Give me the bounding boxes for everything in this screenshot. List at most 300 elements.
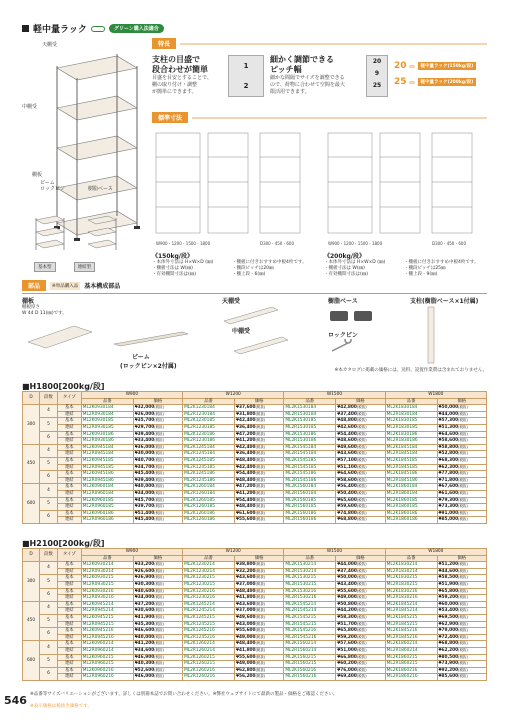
note-200-line: ・棚板寸法は W(㎜) <box>324 266 365 271</box>
price-cell: ¥43,000(税抜) <box>234 621 283 628</box>
feature-2-body-l1: 細かな間隔でサイズを調整できる <box>270 75 345 81</box>
part-code: ML2K1560184 <box>284 484 336 491</box>
price-cell: ¥52,800(税抜) <box>437 451 486 458</box>
price-cell: ¥40,600(税抜) <box>133 588 182 595</box>
mid-support-icon <box>232 335 292 357</box>
price-cell: ¥52,600(税抜) <box>133 667 182 674</box>
part-lockpin <box>328 330 358 361</box>
price-cell: ¥62,200(税抜) <box>437 647 486 654</box>
price-cell: ¥50,800(税抜) <box>336 601 385 608</box>
part-code: ML2R1830214 <box>385 568 437 575</box>
price-cell: ¥34,000(税抜) <box>133 490 182 497</box>
price-cell: ¥29,700(税抜) <box>133 424 182 431</box>
part-code: ML2R1845216 <box>385 634 437 641</box>
table-row <box>23 608 487 615</box>
price-cell: ¥32,200(税抜) <box>234 568 283 575</box>
price-table-h1800 <box>22 391 487 524</box>
price-cell: ¥55,600(税抜) <box>234 517 283 524</box>
price-cell: ¥65,800(税抜) <box>437 588 486 595</box>
part-code: ML2K1845184 <box>385 444 437 451</box>
part-code: ML2K1245185 <box>183 457 235 464</box>
part-code: ML2K1830214 <box>385 562 437 569</box>
type-cell: 基本 <box>57 575 81 582</box>
feature-2-title-l1: 細かく調節できる <box>270 55 334 64</box>
part-code: ML2R1260185 <box>183 504 235 511</box>
note-200-line: ・有効棚間寸法は(㎜) <box>324 272 369 277</box>
table-row <box>23 477 487 484</box>
price-cell: ¥37,400(税抜) <box>336 568 385 575</box>
part-code: ML2K1530216 <box>284 588 336 595</box>
part-code: ML2K1530214 <box>284 562 336 569</box>
price-cell: ¥46,600(税抜) <box>133 628 182 635</box>
price-cell: ¥73,900(税抜) <box>437 661 486 668</box>
table-row <box>23 654 487 661</box>
price-cell: ¥48,400(税抜) <box>234 477 283 484</box>
feature-2-title-l2: ピッチ幅 <box>270 65 302 74</box>
price-cell: ¥80,500(税抜) <box>437 654 486 661</box>
price-cell: ¥32,000(税抜) <box>133 405 182 412</box>
price-cell: ¥47,200(税抜) <box>234 431 283 438</box>
price-cell: ¥65,600(税抜) <box>336 497 385 504</box>
part-code: ML2R1230215 <box>183 581 235 588</box>
price-cell: ¥41,800(税抜) <box>234 647 283 654</box>
pitch-20-label: 軽中量ラック(150kg/段) <box>418 62 477 70</box>
part-code: ML2R1230214 <box>183 568 235 575</box>
part-code: ML2R1245184 <box>183 451 235 458</box>
part-code: ML2K1830216 <box>385 588 437 595</box>
price-cell: ¥51,400(税抜) <box>133 510 182 517</box>
price-cell: ¥37,600(税抜) <box>234 405 283 412</box>
part-code: ML2K0945214 <box>81 601 133 608</box>
feature-2-body-l2: ので、荷物に合わせて空間を最大 <box>270 82 345 88</box>
part-code: ML2R1845186 <box>385 477 437 484</box>
price-cell: ¥36,900(税抜) <box>133 575 182 582</box>
part-code: ML2R1560216 <box>284 674 336 681</box>
table-row <box>23 490 487 497</box>
part-code: ML2R1230216 <box>183 595 235 602</box>
pitch-20-value: 20 <box>394 61 407 71</box>
sub-code: 品番 <box>284 555 336 562</box>
table-row <box>23 464 487 471</box>
sub-price: 価格 <box>234 555 283 562</box>
part-code: ML2R1245216 <box>183 634 235 641</box>
part-code: ML2R0930186 <box>81 438 133 445</box>
price-cell: ¥49,600(税抜) <box>234 614 283 621</box>
part-code: ML2K0930215 <box>81 575 133 582</box>
dim-150-widths: W900・1200・1500・1800 <box>156 241 211 246</box>
price-cell: ¥41,200(税抜) <box>234 438 283 445</box>
price-cell: ¥45,400(税抜) <box>133 517 182 524</box>
type-cell: 基本 <box>57 614 81 621</box>
part-code: ML2R0945185 <box>81 464 133 471</box>
part-code: ML2K1230215 <box>183 575 235 582</box>
price-table-h2100 <box>22 548 487 681</box>
type-cell: 連結 <box>57 490 81 497</box>
price-cell: ¥77,800(税抜) <box>437 471 486 478</box>
part-code: ML2K1230184 <box>183 405 235 412</box>
type-cell: 連結 <box>57 621 81 628</box>
price-cell: ¥37,200(税抜) <box>133 601 182 608</box>
table-row <box>23 568 487 575</box>
part-code: ML2R1845184 <box>385 451 437 458</box>
price-cell: ¥48,400(税抜) <box>234 457 283 464</box>
note-150-title: 《150kg/段》 <box>152 253 194 260</box>
type-cell: 基本 <box>57 431 81 438</box>
part-code: ML2R0945186 <box>81 477 133 484</box>
type-cell: 連結 <box>57 477 81 484</box>
part-code: ML2R0930214 <box>81 568 133 575</box>
steps-cell: 6 <box>40 510 58 523</box>
type-cell: 連結 <box>57 647 81 654</box>
price-cell: ¥50,000(税抜) <box>336 575 385 582</box>
standard-dims-section <box>152 112 487 278</box>
price-cell: ¥48,600(税抜) <box>336 438 385 445</box>
steps-cell: 4 <box>40 484 58 497</box>
price-cell: ¥37,000(税抜) <box>234 581 283 588</box>
price-cell: ¥45,400(税抜) <box>133 471 182 478</box>
part-code: ML2K1245214 <box>183 601 235 608</box>
price-cell: ¥38,800(税抜) <box>234 562 283 569</box>
part-code: ML2R1530215 <box>284 581 336 588</box>
part-code: ML2K1245215 <box>183 614 235 621</box>
part-code: ML2R1860186 <box>385 517 437 524</box>
price-cell: ¥26,600(税抜) <box>133 568 182 575</box>
part-code: ML2K1860216 <box>385 667 437 674</box>
sub-price: 価格 <box>133 555 182 562</box>
price-cell: ¥49,000(税抜) <box>234 661 283 668</box>
steps-cell: 4 <box>40 444 58 457</box>
col-width: W1500 <box>284 392 385 399</box>
note-150-line: ・本体外寸法は H×W×D (㎜) <box>152 260 214 265</box>
part-code: ML2R1530184 <box>284 411 336 418</box>
label-lockpin: ロックピン <box>40 186 65 192</box>
part-code: ML2R1245215 <box>183 621 235 628</box>
price-cell: ¥58,600(税抜) <box>437 438 486 445</box>
part-code: ML2R1845214 <box>385 608 437 615</box>
part-code: ML2R1545186 <box>284 477 336 484</box>
type-cell: 基本 <box>57 641 81 648</box>
depth-cell: 300 <box>23 405 40 445</box>
price-cell: ¥40,700(税抜) <box>133 457 182 464</box>
features-rule <box>180 43 487 45</box>
sub-code: 品番 <box>183 555 235 562</box>
part-code: ML2R1530214 <box>284 568 336 575</box>
feature-2 <box>270 55 360 97</box>
green-purchase-icon <box>91 26 105 32</box>
part-code: ML2R0930185 <box>81 424 133 431</box>
part-code: ML2K1860214 <box>385 641 437 648</box>
sub-code: 品番 <box>385 555 437 562</box>
part-code: ML2R1245185 <box>183 464 235 471</box>
part-code: ML2K1560214 <box>284 641 336 648</box>
table-row <box>23 614 487 621</box>
part-code: ML2R1230186 <box>183 438 235 445</box>
page-header <box>22 22 164 35</box>
table-row <box>23 411 487 418</box>
resin-base-icon <box>328 305 378 325</box>
part-code: ML2R1260214 <box>183 647 235 654</box>
part-code: ML2R1830185 <box>385 424 437 431</box>
price-cell: ¥42,600(税抜) <box>336 424 385 431</box>
price-cell: ¥57,100(税抜) <box>336 457 385 464</box>
label-mid-shelf-support: 中棚受 <box>22 104 38 110</box>
part-code: ML2K1560186 <box>284 510 336 517</box>
part-code: ML2R1860214 <box>385 647 437 654</box>
part-code: ML2R1830186 <box>385 438 437 445</box>
price-cell: ¥69,400(税抜) <box>336 674 385 681</box>
dim-drawings <box>152 127 487 249</box>
price-cell: ¥49,600(税抜) <box>336 444 385 451</box>
part-code: ML2K0930186 <box>81 431 133 438</box>
price-cell: ¥34,000(税抜) <box>133 595 182 602</box>
type-cell: 連結 <box>57 438 81 445</box>
part-code: ML2R0945214 <box>81 608 133 615</box>
price-cell: ¥34,600(税抜) <box>133 647 182 654</box>
part-shelf-note: 棚板厚さ <box>22 305 40 310</box>
standard-tag: 標準寸法 <box>152 112 188 123</box>
price-cell: ¥48,400(税抜) <box>234 641 283 648</box>
dim-drawing-200 <box>324 127 484 249</box>
type-cell: 基本 <box>57 484 81 491</box>
note-150-line: ・棚段ピッチは20㎜ <box>232 266 274 271</box>
price-cell: ¥39,400(税抜) <box>133 477 182 484</box>
part-code: ML2K0945216 <box>81 628 133 635</box>
sub-code: 品番 <box>385 398 437 405</box>
part-beam-name: ビーム <box>132 354 150 361</box>
standard-rule <box>192 117 487 119</box>
part-code: ML2R1245186 <box>183 477 235 484</box>
part-code: ML2K1545184 <box>284 444 336 451</box>
pitch-20-unit: ㎜ <box>409 63 415 70</box>
part-code: ML2K0960215 <box>81 654 133 661</box>
col-steps: 段数 <box>40 549 58 562</box>
part-code: ML2K1845216 <box>385 628 437 635</box>
feature-1-body-l2: 棚の取り付け・調整 <box>152 82 198 88</box>
table-row <box>23 661 487 668</box>
sub-code: 品番 <box>183 398 235 405</box>
price-cell: ¥44,200(税抜) <box>336 608 385 615</box>
dim-200-widths: W900・1200・1500・1800 <box>328 241 383 246</box>
type-cell: 連結 <box>57 517 81 524</box>
price-cell: ¥41,200(税抜) <box>133 641 182 648</box>
col-width: W1200 <box>183 549 284 556</box>
part-code: ML2K0945215 <box>81 614 133 621</box>
note-200-line: ・棚段ピッチは25㎜ <box>404 266 446 271</box>
part-code: ML2R1560215 <box>284 661 336 668</box>
price-cell: ¥60,200(税抜) <box>336 661 385 668</box>
type-cell: 基本 <box>57 497 81 504</box>
price-cell: ¥42,800(税抜) <box>336 405 385 412</box>
price-cell: ¥44,600(税抜) <box>437 568 486 575</box>
pitch-25-value: 25 <box>394 77 407 87</box>
part-code: ML2R1530185 <box>284 424 336 431</box>
feature-1-title-l1: 支柱の目盛で <box>152 55 200 64</box>
part-mid-support-name: 中棚受 <box>232 328 251 335</box>
parts-subtitle: 基本構成部品 <box>84 283 121 290</box>
price-cell: ¥79,300(税抜) <box>437 497 486 504</box>
price-cell: ¥65,800(税抜) <box>336 628 385 635</box>
part-code: ML2K0930185 <box>81 418 133 425</box>
price-cell: ¥41,200(税抜) <box>234 490 283 497</box>
type-cell: 連結 <box>57 634 81 641</box>
note-200-title: 《200kg/段》 <box>324 253 366 260</box>
label-top-shelf-support: 天棚受 <box>42 42 58 48</box>
depth-cell: 600 <box>23 641 40 681</box>
type-cell: 基本 <box>57 667 81 674</box>
label-beam: ビーム <box>40 180 55 186</box>
part-code: ML2K1845215 <box>385 614 437 621</box>
price-cell: ¥40,300(税抜) <box>133 661 182 668</box>
col-type: タイプ <box>57 392 81 405</box>
part-code: ML2K1230216 <box>183 588 235 595</box>
type-cell: 基本 <box>57 628 81 635</box>
part-code: ML2K1260184 <box>183 484 235 491</box>
depth-cell: 600 <box>23 484 40 524</box>
type-cell: 基本 <box>57 588 81 595</box>
type-cell: 連結 <box>57 674 81 681</box>
part-code: ML2R1545215 <box>284 621 336 628</box>
price-cell: ¥49,000(税抜) <box>336 595 385 602</box>
note-200-line: ・棚板に付きおすすめ中板4枚です。 <box>404 260 479 265</box>
page-number: 546 <box>4 694 27 707</box>
price-cell: ¥55,600(税抜) <box>234 654 283 661</box>
part-code: ML2R1545216 <box>284 634 336 641</box>
post-icon <box>410 305 450 365</box>
price-cell: ¥56,200(税抜) <box>234 674 283 681</box>
part-code: ML2R1860184 <box>385 490 437 497</box>
part-shelf-note: W 44 D 11(㎜)です。 <box>22 311 67 316</box>
part-code: ML2R1560185 <box>284 504 336 511</box>
price-cell: ¥51,700(税抜) <box>336 621 385 628</box>
note-200-line: ・棚上段 - 9(㎜) <box>404 272 438 277</box>
features-section <box>152 38 487 97</box>
part-code: ML2K1830184 <box>385 405 437 412</box>
steps-cell: 5 <box>40 497 58 510</box>
type-cell: 連結 <box>57 581 81 588</box>
table-row <box>23 497 487 504</box>
table-row <box>23 628 487 635</box>
price-cell: ¥68,800(税抜) <box>437 641 486 648</box>
part-code: ML2R0945216 <box>81 634 133 641</box>
part-code: ML2R1845185 <box>385 464 437 471</box>
part-code: ML2K1830185 <box>385 418 437 425</box>
price-cell: ¥56,400(税抜) <box>336 484 385 491</box>
part-code: ML2R1545184 <box>284 451 336 458</box>
type-cell: 基本 <box>57 510 81 517</box>
part-code: ML2R1545214 <box>284 608 336 615</box>
price-cell: ¥43,600(税抜) <box>234 575 283 582</box>
feature-1-title-l2: 段合わせが簡単 <box>152 65 208 74</box>
part-mid-support <box>232 326 292 361</box>
table-row <box>23 517 487 524</box>
steps-cell: 6 <box>40 588 58 601</box>
part-code: ML2R0960184 <box>81 490 133 497</box>
col-width: W1800 <box>385 392 486 399</box>
part-code: ML2K0945184 <box>81 444 133 451</box>
dim-150-depths: D300・450・600 <box>260 241 294 246</box>
price-cell: ¥54,400(税抜) <box>336 431 385 438</box>
price-cell: ¥51,100(税抜) <box>336 464 385 471</box>
price-cell: ¥36,400(税抜) <box>234 424 283 431</box>
price-cell: ¥62,900(税抜) <box>437 621 486 628</box>
part-code: ML2R1260184 <box>183 490 235 497</box>
type-cell: 連結 <box>57 411 81 418</box>
part-code: ML2R0930216 <box>81 595 133 602</box>
part-code: ML2K0945186 <box>81 471 133 478</box>
price-cell: ¥39,700(税抜) <box>133 504 182 511</box>
col-steps: 段数 <box>40 392 58 405</box>
part-code: ML2R1545185 <box>284 464 336 471</box>
price-cell: ¥55,600(税抜) <box>336 588 385 595</box>
type-cell: 連結 <box>57 608 81 615</box>
features-tag: 特長 <box>152 38 176 49</box>
part-code: ML2K1260186 <box>183 510 235 517</box>
part-code: ML2R1530216 <box>284 595 336 602</box>
steps-cell: 5 <box>40 575 58 588</box>
price-cell: ¥31,800(税抜) <box>234 411 283 418</box>
part-resin-base-name: 樹脂ベース <box>328 298 358 305</box>
part-code: ML2K1560216 <box>284 667 336 674</box>
part-code: ML2K1230185 <box>183 418 235 425</box>
price-cell: ¥61,600(税抜) <box>234 510 283 517</box>
table-row <box>23 595 487 602</box>
part-code: ML2R0960215 <box>81 661 133 668</box>
part-code: ML2R1845215 <box>385 621 437 628</box>
price-cell: ¥26,000(税抜) <box>133 411 182 418</box>
sub-code: 品番 <box>284 398 336 405</box>
price-cell: ¥44,000(税抜) <box>336 562 385 569</box>
price-cell: ¥92,200(税抜) <box>437 667 486 674</box>
table-row <box>23 424 487 431</box>
price-cell: ¥47,200(税抜) <box>234 484 283 491</box>
price-cell: ¥66,800(税抜) <box>336 654 385 661</box>
price-cell: ¥39,400(税抜) <box>133 431 182 438</box>
price-cell: ¥34,700(税抜) <box>133 464 182 471</box>
part-code: ML2K1260185 <box>183 497 235 504</box>
price-cell: ¥59,200(税抜) <box>437 595 486 602</box>
price-cell: ¥40,000(税抜) <box>133 484 182 491</box>
green-purchase-badge: グリーン購入法適合 <box>109 24 164 33</box>
table-row <box>23 581 487 588</box>
part-code: ML2R1860215 <box>385 661 437 668</box>
part-code: ML2R1560214 <box>284 647 336 654</box>
part-code: ML2R1260216 <box>183 674 235 681</box>
part-code: ML2K1845186 <box>385 471 437 478</box>
part-code: ML2K0960214 <box>81 641 133 648</box>
table-row <box>23 634 487 641</box>
col-width: W900 <box>81 392 182 399</box>
small-rack-thumbs <box>26 210 141 270</box>
part-code: ML2R0945215 <box>81 621 133 628</box>
table-row <box>23 431 487 438</box>
note-150 <box>152 251 312 278</box>
price-cell: ¥36,000(税抜) <box>133 444 182 451</box>
price-cell: ¥51,200(税抜) <box>437 562 486 569</box>
part-code: ML2K1530186 <box>284 431 336 438</box>
price-cell: ¥30,600(税抜) <box>133 608 182 615</box>
part-code: ML2R1560184 <box>284 490 336 497</box>
type-cell: 連結 <box>57 661 81 668</box>
part-code: ML2K1260216 <box>183 667 235 674</box>
part-code: ML2R0945184 <box>81 451 133 458</box>
price-cell: ¥72,400(税抜) <box>437 634 486 641</box>
price-cell: ¥68,300(税抜) <box>437 457 486 464</box>
part-shelf-name: 棚板 <box>22 298 35 305</box>
price-cell: ¥85,000(税抜) <box>437 517 486 524</box>
part-code: ML2K1860184 <box>385 484 437 491</box>
pitch-25-unit: ㎜ <box>409 79 415 86</box>
steps-cell: 4 <box>40 601 58 614</box>
